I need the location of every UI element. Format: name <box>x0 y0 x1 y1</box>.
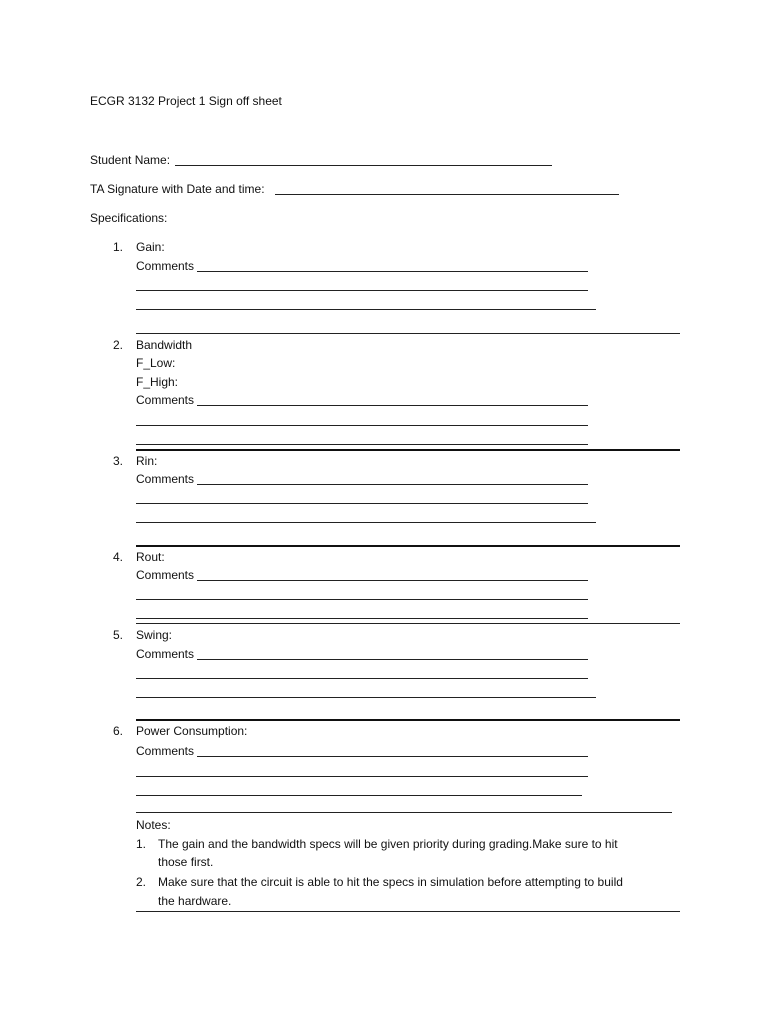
comment-line[interactable] <box>197 484 588 485</box>
comment-line[interactable] <box>136 795 582 796</box>
comment-line[interactable] <box>136 522 596 523</box>
spec-number: 6. <box>113 724 124 738</box>
note-number: 2. <box>136 875 147 889</box>
section-divider <box>136 623 680 624</box>
comments-label: Comments <box>136 393 195 407</box>
section-divider <box>136 449 680 451</box>
comment-line[interactable] <box>136 776 588 777</box>
note-number: 1. <box>136 837 147 851</box>
spec-swing-label: Swing: <box>136 628 173 642</box>
spec-power-label: Power Consumption: <box>136 724 248 738</box>
spec-bandwidth-label: Bandwidth <box>136 338 193 352</box>
comment-line[interactable] <box>136 290 588 291</box>
f-high-label: F_High: <box>136 375 179 389</box>
comment-line[interactable] <box>136 309 596 310</box>
spec-number: 3. <box>113 454 124 468</box>
comment-line[interactable] <box>197 580 588 581</box>
spec-gain-label: Gain: <box>136 240 165 254</box>
notes-bottom-divider <box>136 911 680 912</box>
student-name-label: Student Name: <box>90 153 171 167</box>
section-divider <box>136 545 680 547</box>
comment-line[interactable] <box>197 756 588 757</box>
comment-line[interactable] <box>197 271 588 272</box>
comment-line[interactable] <box>136 599 588 600</box>
comment-line[interactable] <box>136 697 596 698</box>
note-text: those first. <box>158 855 214 869</box>
note-text: Make sure that the circuit is able to hit the specs in simulation before attempting to build <box>158 875 623 889</box>
comment-line[interactable] <box>136 618 588 619</box>
comments-label: Comments <box>136 472 195 486</box>
comments-label: Comments <box>136 744 195 758</box>
f-low-label: F_Low: <box>136 356 176 370</box>
ta-signature-label: TA Signature with Date and time: <box>90 182 265 196</box>
spec-number: 2. <box>113 338 124 352</box>
spec-number: 5. <box>113 628 124 642</box>
comment-line[interactable] <box>136 678 588 679</box>
comments-label: Comments <box>136 647 195 661</box>
student-name-field[interactable] <box>175 165 552 166</box>
comments-label: Comments <box>136 259 195 273</box>
notes-label: Notes: <box>136 818 171 832</box>
ta-signature-field[interactable] <box>275 194 619 195</box>
note-text: The gain and the bandwidth specs will be given priority during grading.Make sure to hit <box>158 837 618 851</box>
comment-line[interactable] <box>136 444 588 445</box>
spec-number: 4. <box>113 550 124 564</box>
specifications-label: Specifications: <box>90 211 168 225</box>
section-divider <box>136 719 680 721</box>
spec-rin-label: Rin: <box>136 454 158 468</box>
comment-line[interactable] <box>197 659 588 660</box>
spec-number: 1. <box>113 240 124 254</box>
comment-line[interactable] <box>136 503 588 504</box>
note-text: the hardware. <box>158 894 232 908</box>
comment-line[interactable] <box>136 425 588 426</box>
comments-label: Comments <box>136 568 195 582</box>
comment-line[interactable] <box>136 812 672 813</box>
section-divider <box>136 333 680 334</box>
comment-line[interactable] <box>197 405 588 406</box>
spec-rout-label: Rout: <box>136 550 165 564</box>
page-title: ECGR 3132 Project 1 Sign off sheet <box>90 94 282 108</box>
